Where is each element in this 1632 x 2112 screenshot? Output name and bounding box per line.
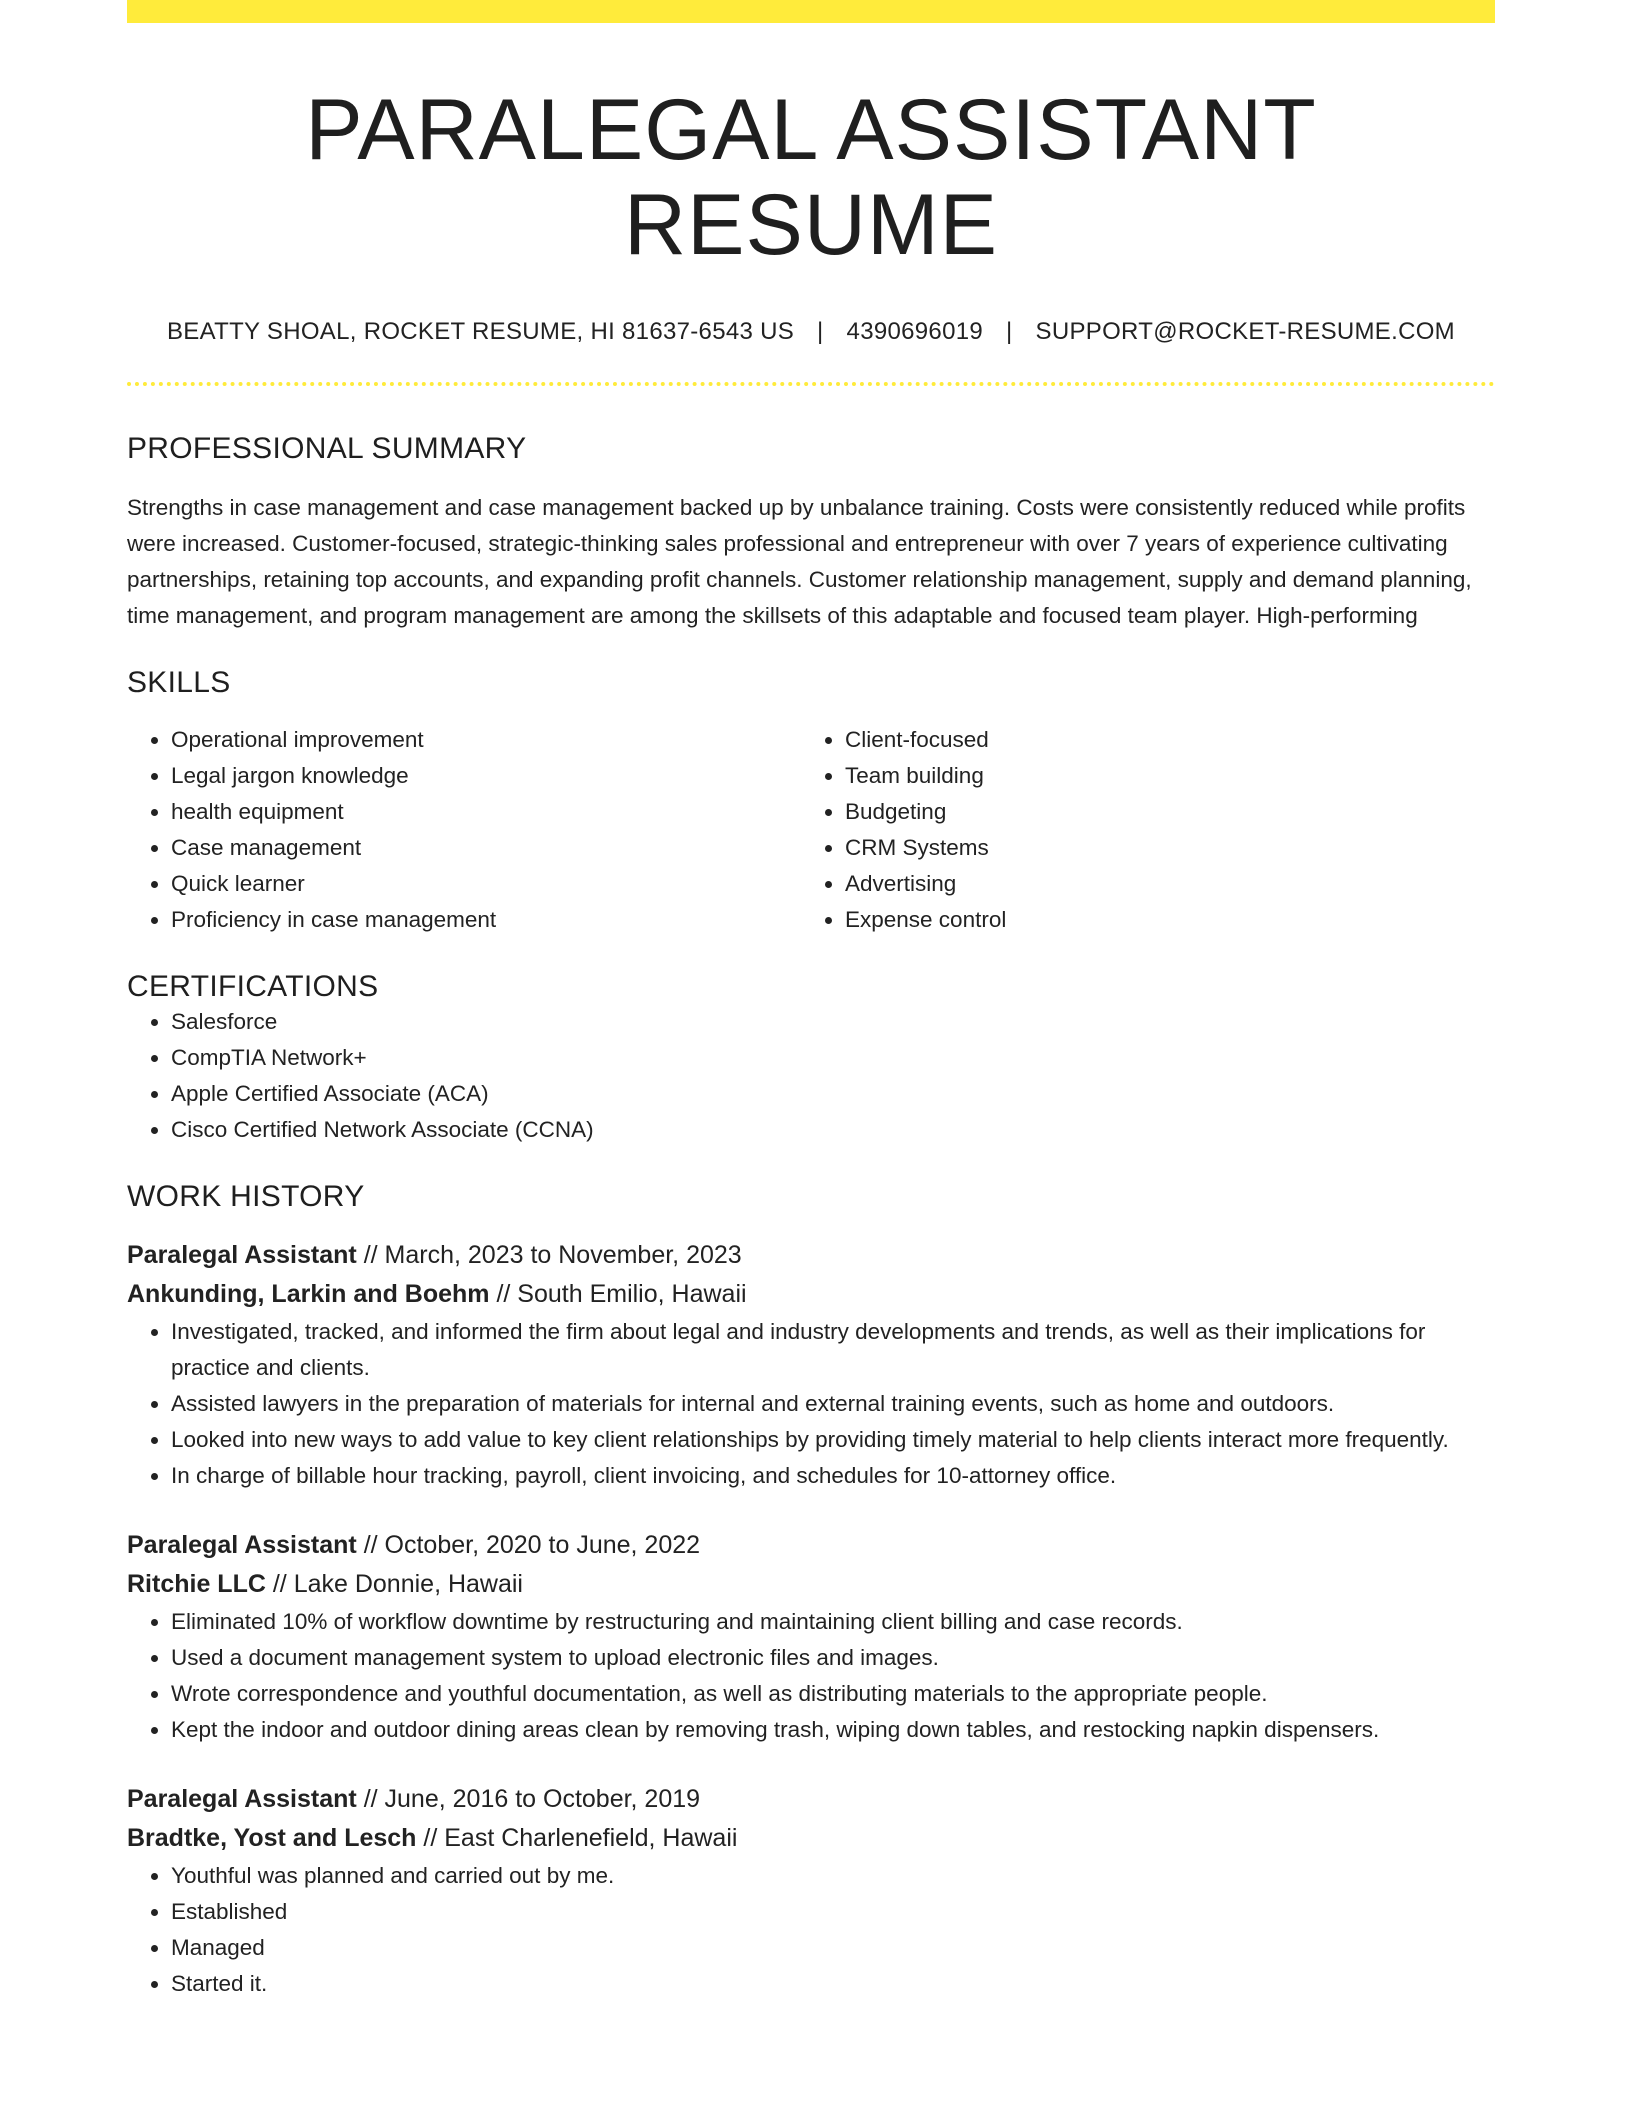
job-dates: // October, 2020 to June, 2022 xyxy=(356,1531,701,1560)
job-company-line xyxy=(127,1275,1495,1314)
job-company: Bradtke, Yost and Lesch xyxy=(127,1824,417,1853)
job-bullet-list xyxy=(127,1314,1495,1494)
certification-item: • Salesforce xyxy=(171,1004,1495,1040)
contact-separator: | xyxy=(1006,318,1013,346)
resume-page xyxy=(127,0,1495,2002)
skill-item: • Client-focused xyxy=(845,722,1475,758)
job-dates: // June, 2016 to October, 2019 xyxy=(356,1785,701,1814)
skills-heading: SKILLS xyxy=(127,666,231,700)
job-company: Ankunding, Larkin and Boehm xyxy=(127,1280,490,1309)
contact-line xyxy=(127,318,1495,346)
skill-item: • Proficiency in case management xyxy=(171,902,801,938)
job-title: Paralegal Assistant xyxy=(127,1241,357,1270)
job-bullet-list xyxy=(127,1604,1495,1748)
job-bullet: • Wrote correspondence and youthful documentation, as well as distributing materials to the appropriate people. xyxy=(171,1676,1495,1712)
job-entry xyxy=(127,1236,1495,1494)
contact-address: BEATTY SHOAL, ROCKET RESUME, HI 81637-6543 US xyxy=(167,318,795,346)
skills-list-left xyxy=(127,722,801,938)
job-bullet: • Kept the indoor and outdoor dining areas clean by removing trash, wiping down tables, and restocking napkin dispensers. xyxy=(171,1712,1495,1748)
job-title: Paralegal Assistant xyxy=(127,1785,357,1814)
job-location: // South Emilio, Hawaii xyxy=(489,1280,747,1309)
job-title-line xyxy=(127,1236,1495,1275)
job-dates: // March, 2023 to November, 2023 xyxy=(356,1241,742,1270)
job-location: // East Charlenefield, Hawaii xyxy=(416,1824,738,1853)
dotted-divider xyxy=(127,382,1495,386)
skill-item: • Team building xyxy=(845,758,1475,794)
certification-item: • Cisco Certified Network Associate (CCNA) xyxy=(171,1112,1495,1148)
job-entry xyxy=(127,1780,1495,2002)
skill-item: • Expense control xyxy=(845,902,1475,938)
skill-item: • Quick learner xyxy=(171,866,801,902)
certifications-list xyxy=(127,1004,1495,1148)
skill-item: • CRM Systems xyxy=(845,830,1475,866)
certification-item: • Apple Certified Associate (ACA) xyxy=(171,1076,1495,1112)
job-bullet: • Established xyxy=(171,1894,1495,1930)
skill-item: • Legal jargon knowledge xyxy=(171,758,801,794)
skills-columns xyxy=(127,722,1495,938)
skills-list-right xyxy=(801,722,1475,938)
skills-column-right xyxy=(801,722,1475,938)
skill-item: • Advertising xyxy=(845,866,1475,902)
job-bullet: • Assisted lawyers in the preparation of materials for internal and external training events, such as home and outdoors. xyxy=(171,1386,1495,1422)
job-company-line xyxy=(127,1565,1495,1604)
top-accent-bar xyxy=(127,0,1495,23)
summary-heading: PROFESSIONAL SUMMARY xyxy=(127,432,527,466)
skill-item: • Operational improvement xyxy=(171,722,801,758)
job-title-line xyxy=(127,1526,1495,1565)
job-bullet: • Youthful was planned and carried out by me. xyxy=(171,1858,1495,1894)
skill-item: • health equipment xyxy=(171,794,801,830)
job-bullet: • Eliminated 10% of workflow downtime by restructuring and maintaining client billing and case records. xyxy=(171,1604,1495,1640)
contact-phone: 4390696019 xyxy=(846,318,984,346)
job-bullet: • In charge of billable hour tracking, payroll, client invoicing, and schedules for 10-attorney office. xyxy=(171,1458,1495,1494)
summary-text: Strengths in case management and case management backed up by unbalance training. Costs were consistently reduced while profits were increased. Customer-focused, strategic-thinking sales professional and entrepreneur with over 7 years of experience cultivating partnerships, retaining top accounts, and expanding profit channels. Customer relationship management, supply and demand planning, time management, and program management are among the skillsets of this adaptable and focused team player. High-performing xyxy=(127,495,1472,629)
skill-item: • Budgeting xyxy=(845,794,1475,830)
job-company-line xyxy=(127,1819,1495,1858)
contact-separator: | xyxy=(817,318,824,346)
contact-email: SUPPORT@ROCKET-RESUME.COM xyxy=(1035,318,1455,346)
job-bullet: • Investigated, tracked, and informed the firm about legal and industry developments and trends, as well as their implications for practice and clients. xyxy=(171,1314,1495,1386)
job-title: Paralegal Assistant xyxy=(127,1531,357,1560)
job-bullet: • Managed xyxy=(171,1930,1495,1966)
resume-title: PARALEGAL ASSISTANT RESUME xyxy=(305,82,1317,273)
skills-column-left xyxy=(127,722,801,938)
job-company: Ritchie LLC xyxy=(127,1570,266,1599)
job-entry xyxy=(127,1526,1495,1748)
certifications-heading: CERTIFICATIONS xyxy=(127,970,379,1004)
skill-item: • Case management xyxy=(171,830,801,866)
job-bullet-list xyxy=(127,1858,1495,2002)
job-bullet: • Started it. xyxy=(171,1966,1495,2002)
certification-item: • CompTIA Network+ xyxy=(171,1040,1495,1076)
job-bullet: • Looked into new ways to add value to key client relationships by providing timely material to help clients interact more frequently. xyxy=(171,1422,1495,1458)
job-title-line xyxy=(127,1780,1495,1819)
work-history-heading: WORK HISTORY xyxy=(127,1180,365,1214)
job-bullet: • Used a document management system to upload electronic files and images. xyxy=(171,1640,1495,1676)
job-location: // Lake Donnie, Hawaii xyxy=(265,1570,523,1599)
